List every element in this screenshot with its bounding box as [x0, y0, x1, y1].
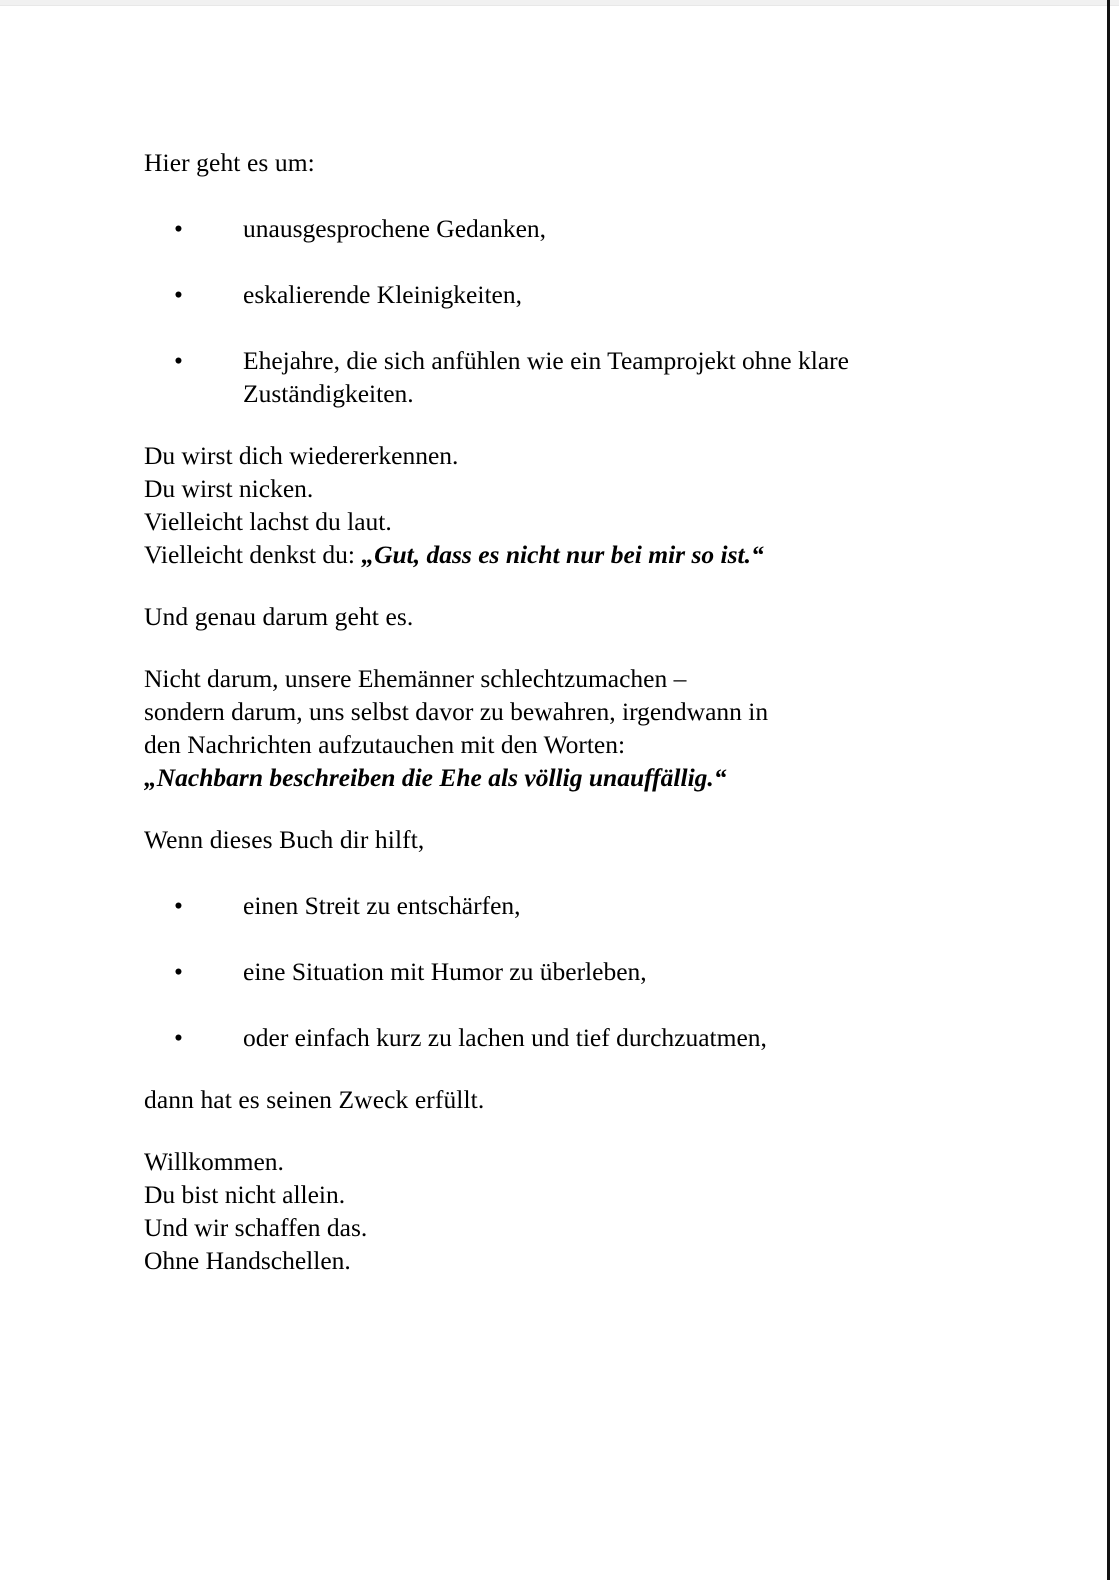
- list-item-label: unausgesprochene Gedanken,: [243, 214, 547, 243]
- list-item: [144, 278, 944, 311]
- closing-block: [144, 1145, 944, 1277]
- bullet-icon: •: [174, 214, 183, 243]
- list-item: [144, 955, 944, 988]
- not-about-line: Nicht darum, unsere Ehemänner schlechtzumachen –: [144, 664, 687, 693]
- not-about-line: sondern darum, uns selbst davor zu bewahren, irgendwann in: [144, 697, 769, 726]
- closing-line: Und wir schaffen das.: [144, 1213, 368, 1242]
- bullet-icon: •: [174, 891, 183, 920]
- spacer: [144, 179, 944, 212]
- spacer: [144, 794, 944, 823]
- closing-line: Ohne Handschellen.: [144, 1246, 351, 1275]
- spacer: [144, 410, 944, 439]
- intro-heading: Hier geht es um:: [144, 148, 315, 177]
- recognition-block: [144, 439, 944, 571]
- spacer: [144, 1054, 944, 1083]
- recognition-line: Du wirst nicken.: [144, 474, 314, 503]
- page-right-edge-rule: [1107, 0, 1110, 1580]
- spacer: [144, 633, 944, 662]
- bullet-icon: •: [174, 280, 183, 309]
- list-item: [144, 344, 944, 410]
- spacer: [144, 1116, 944, 1145]
- list-item-label: oder einfach kurz zu lachen und tief durchzuatmen,: [243, 1023, 767, 1052]
- quote-text-two: „Nachbarn beschreiben die Ehe als völlig unauffällig.“: [144, 763, 727, 792]
- not-about-block: [144, 662, 944, 794]
- bullet-icon: •: [174, 1023, 183, 1052]
- bullet-list-benefits: [144, 889, 944, 1054]
- closing-line: Du bist nicht allein.: [144, 1180, 346, 1209]
- bullet-list-topics: [144, 212, 944, 410]
- recognition-line: Du wirst dich wiedererkennen.: [144, 441, 459, 470]
- closing-line: Willkommen.: [144, 1147, 284, 1176]
- list-item-label: eskalierende Kleinigkeiten,: [243, 280, 522, 309]
- quote-text-one: „Gut, dass es nicht nur bei mir so ist.“: [361, 540, 764, 569]
- if-this-book-line: Wenn dieses Buch dir hilft,: [144, 825, 425, 854]
- quote-line-one: [144, 538, 944, 571]
- purpose-line: Und genau darum geht es.: [144, 602, 414, 631]
- bullet-icon: •: [174, 957, 183, 986]
- list-item: [144, 1021, 944, 1054]
- quote-lead-in: Vielleicht denkst du:: [144, 540, 362, 569]
- spacer: [144, 856, 944, 889]
- list-item: [144, 212, 944, 245]
- recognition-line: Vielleicht lachst du laut.: [144, 507, 392, 536]
- bullet-icon: •: [174, 346, 183, 375]
- page-top-divider: [0, 0, 1119, 6]
- list-item-label: einen Streit zu entschärfen,: [243, 891, 521, 920]
- document-body: [144, 146, 944, 1277]
- not-about-line: den Nachrichten aufzutauchen mit den Worten:: [144, 730, 626, 759]
- purpose-fulfilled-line: dann hat es seinen Zweck erfüllt.: [144, 1085, 485, 1114]
- list-item-label: Ehejahre, die sich anfühlen wie ein Teamprojekt ohne klare Zuständigkeiten.: [243, 346, 849, 408]
- list-item-label: eine Situation mit Humor zu überleben,: [243, 957, 647, 986]
- list-item: [144, 889, 944, 922]
- spacer: [144, 571, 944, 600]
